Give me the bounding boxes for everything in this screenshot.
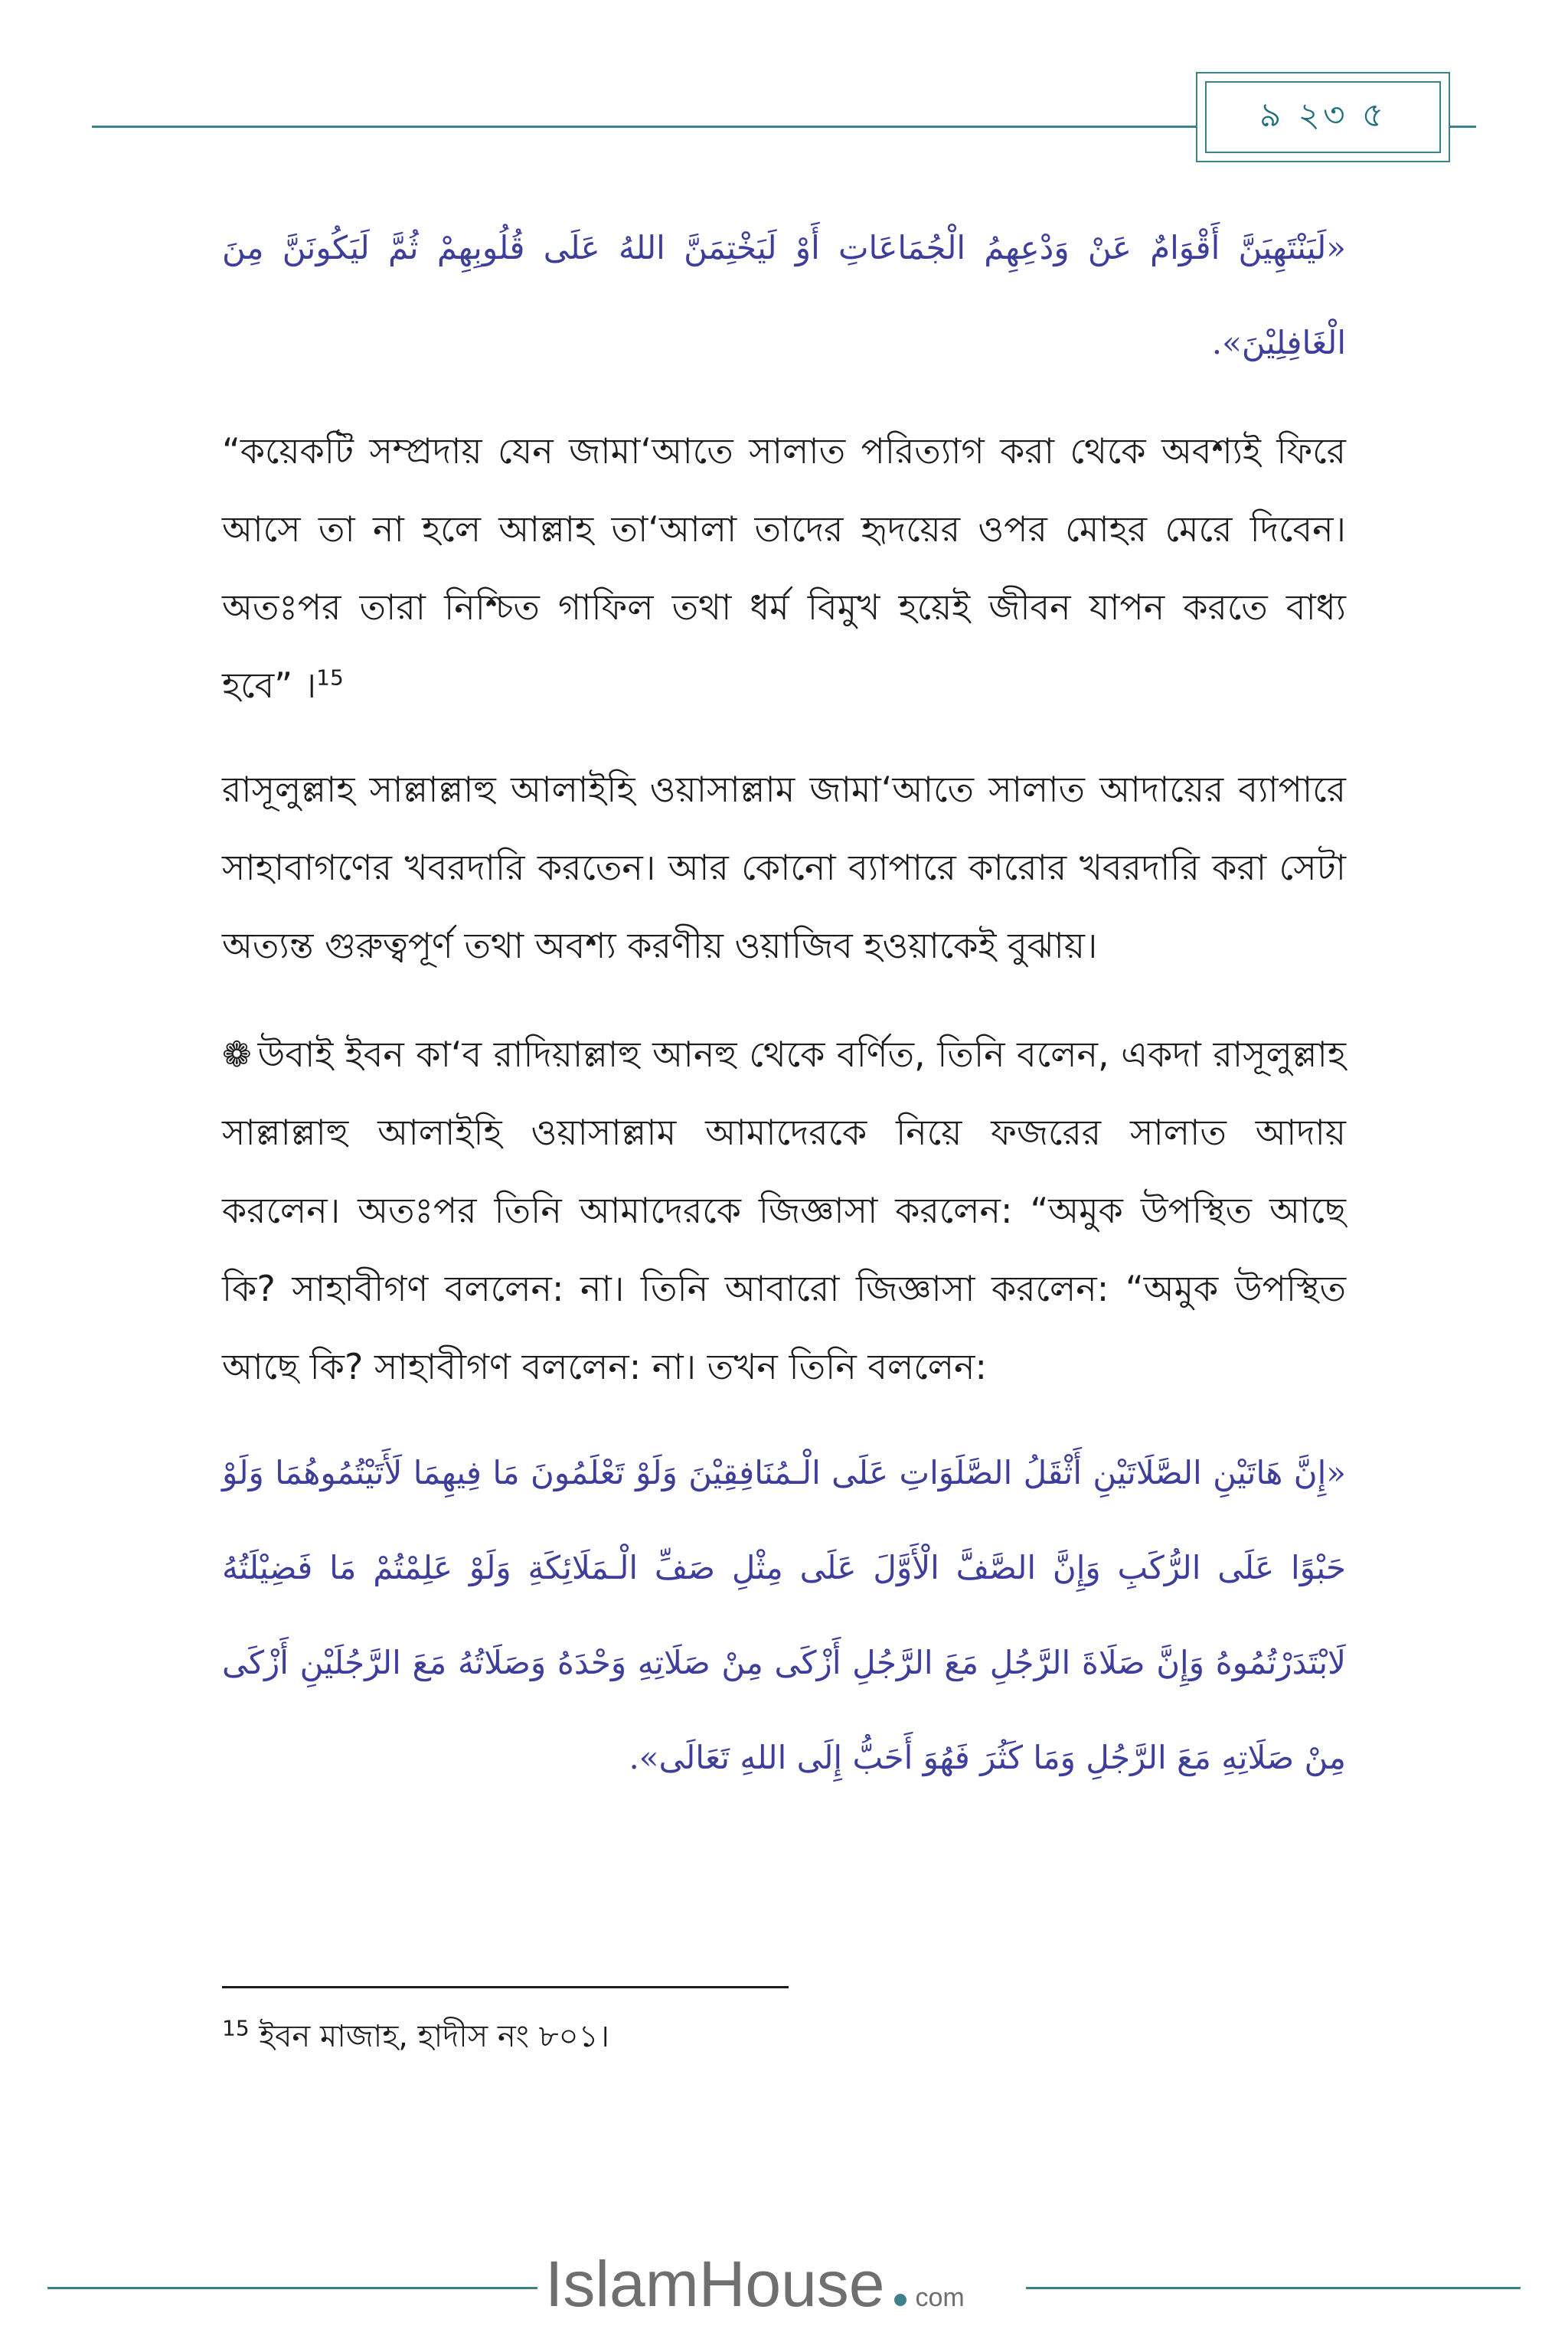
- bangla-translation-1: [222, 412, 1346, 724]
- brand-name: IslamHouse: [545, 2248, 885, 2320]
- footer-rule-right: [1026, 2287, 1521, 2289]
- footer-rule-left: [47, 2287, 537, 2289]
- brand-tld: com: [915, 2283, 965, 2312]
- bangla-paragraph-2: রাসূলুল্লাহ সাল্লাল্লাহু আলাইহি ওয়াসাল্লাম জামা‘আতে সালাত আদায়ের ব্যাপারে সাহাবাগণের খবরদারি করতেন। আর কোনো ব্যাপারে কারোর খবরদারি করা সেটা অত্যন্ত গুরুত্বপূর্ণ তথা অবশ্য করণীয় ওয়াজিব হওয়াকেই বুঝায়।: [222, 769, 1346, 966]
- bangla-translation-1-text: “কয়েকটি সম্প্রদায় যেন জামা‘আতে সালাত পরিত্যাগ করা থেকে অবশ্যই ফিরে আসে তা না হলে আল্লাহ তা‘আলা তাদের হৃদয়ের ওপর মোহর মেরে দিবেন। অতঃপর তারা নিশ্চিত গাফিল তথা ধর্ম বিমুখ হয়েই জীবন যাপন করতে বাধ্য হবে” ।: [222, 430, 1346, 706]
- arabic-hadith-2: «إِنَّ هَاتَيْنِ الصَّلَاتَيْنِ أَثْقَلُ الصَّلَوَاتِ عَلَى الْـمُنَافِقِيْنَ وَلَوْ تَعْلَمُونَ مَا فِيهِمَا لَأَتَيْتُمُوهُمَا وَلَوْ حَبْوًا عَلَى الرُّكَبِ وَإِنَّ الصَّفَّ الْأَوَّلَ عَلَى مِثْلِ صَفِّ الْـمَلَائِكَةِ وَلَوْ عَلِمْتُمْ مَا فَضِيْلَتُهُ لَابْتَدَرْتُمُوهُ وَإِنَّ صَلَاةَ الرَّجُلِ مَعَ الرَّجُلِ أَزْكَى مِنْ صَلَاتِهِ وَحْدَهُ وَصَلَاتُهُ مَعَ الرَّجُلَيْنِ أَزْكَى مِنْ صَلَاتِهِ مَعَ الرَّجُلِ وَمَا كَثُرَ فَهُوَ أَحَبُّ إِلَى اللهِ تَعَالَى».: [222, 1454, 1346, 1776]
- page-body: [222, 201, 1346, 1805]
- arabic-hadith-1: «لَيَنْتَهِيَنَّ أَقْوَامٌ عَنْ وَدْعِهِمُ الْجُمَاعَاتِ أَوْ لَيَخْتِمَنَّ اللهُ عَلَى قُلُوبِهِمْ ثُمَّ لَيَكُونَنَّ مِنَ الْغَافِلِيْنَ».: [222, 229, 1346, 361]
- footnote-divider: [222, 1986, 789, 1988]
- page-number: ৯ ২৩ ৫: [1259, 95, 1387, 135]
- bangla-paragraph-3-text: উবাই ইবন কা‘ব রাদিয়াল্লাহু আনহু থেকে বর্ণিত, তিনি বলেন, একদা রাসূলুল্লাহ সাল্লাল্লাহু আলাইহি ওয়াসাল্লাম আমাদেরকে নিয়ে ফজরের সালাত আদায় করলেন। অতঃপর তিনি আমাদেরকে জিজ্ঞাসা করলেন: “অমুক উপস্থিত আছে কি? সাহাবীগণ বললেন: না। তিনি আবারো জিজ্ঞাসা করলেন: “অমুক উপস্থিত আছে কি? সাহাবীগণ বললেন: না। তখন তিনি বললেন:: [222, 1034, 1346, 1387]
- footnote-text: ইবন মাজাহ, হাদীস নং ৮০১।: [259, 2019, 609, 2054]
- footnote-reference[interactable]: 15: [316, 665, 344, 691]
- flower-icon: ❁: [222, 1034, 252, 1075]
- page-number-box: [1196, 72, 1450, 162]
- islamhouse-logo[interactable]: [545, 2247, 965, 2324]
- brand-dot-icon: [894, 2294, 906, 2306]
- footnote: [222, 2014, 1346, 2060]
- footnote-number: 15: [222, 2015, 250, 2041]
- page-number-frame: [1205, 81, 1441, 153]
- bangla-paragraph-3: [222, 1015, 1346, 1406]
